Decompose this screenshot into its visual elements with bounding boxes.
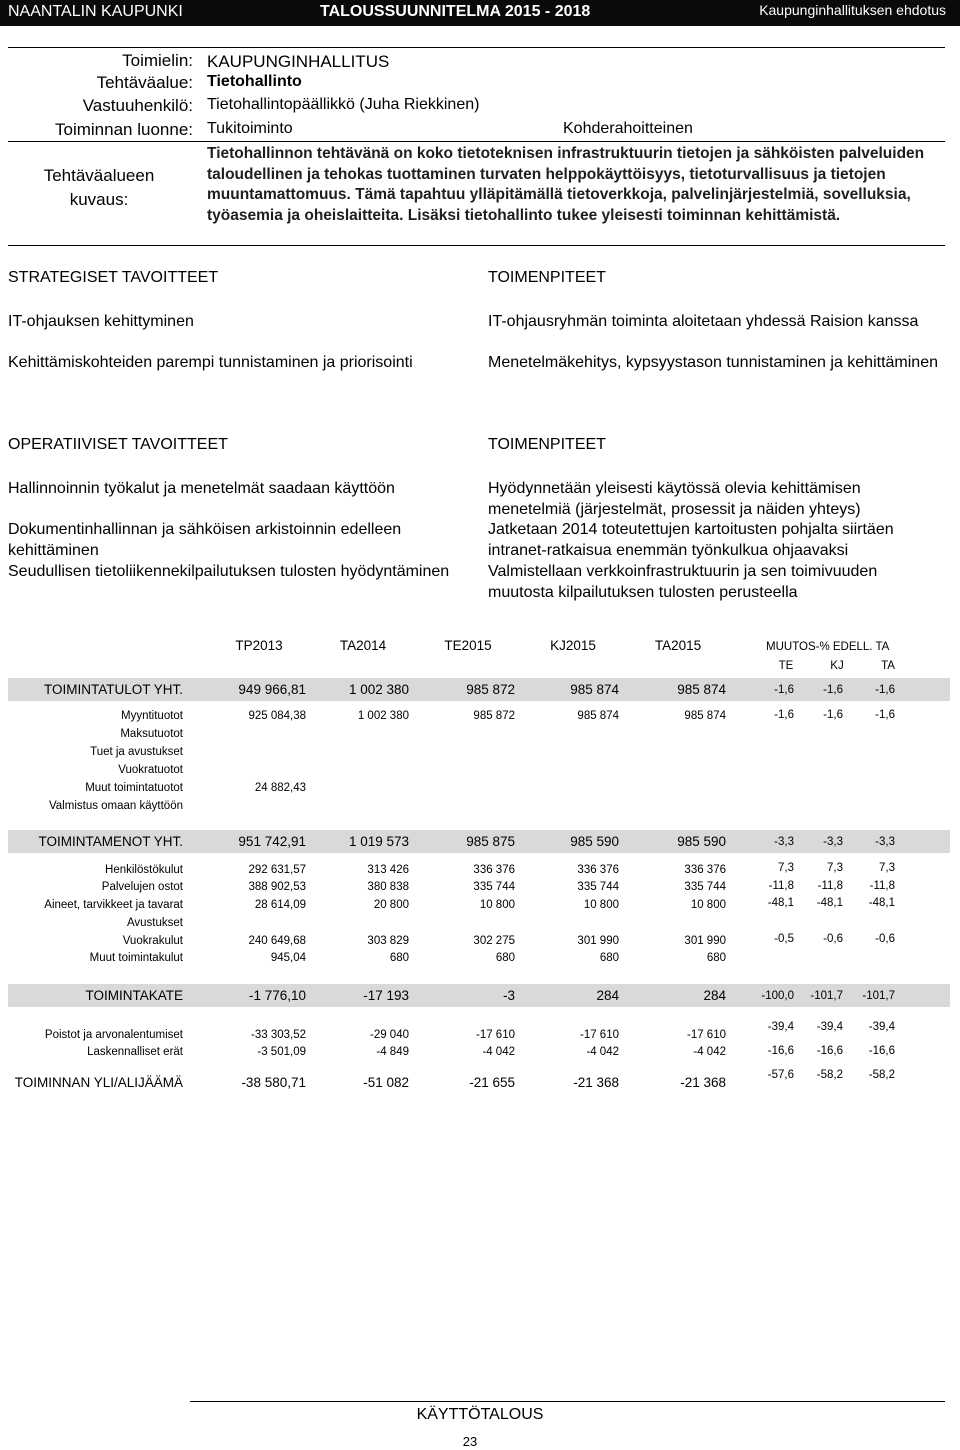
expense-row-value: 292 631,57	[248, 864, 306, 876]
income-row-change: -1,6	[823, 709, 843, 721]
toimintamenot-change: -3,3	[823, 836, 843, 848]
ylijaama-value: -21 655	[469, 1075, 515, 1090]
change-header: MUUTOS-% EDELL. TA	[766, 641, 890, 653]
income-row-change: -1,6	[875, 709, 895, 721]
toimintakate-change: -101,7	[862, 990, 895, 1002]
info-bottom-rule	[8, 245, 945, 246]
luonne-label: Toiminnan luonne:	[55, 120, 193, 139]
expense-row-value: 380 838	[367, 881, 409, 893]
change-column-header: TA	[881, 660, 895, 672]
operative-measure-2: Jatketaan 2014 toteutettujen kartoitusten pohjalta siirtäen intranet-ratkaisua enemmän työnkulkua ohjaavaksi	[488, 521, 894, 559]
toimintamenot-value: 985 875	[466, 834, 515, 849]
toimintakate-value: -1 776,10	[248, 988, 306, 1003]
expense-row-value: 20 800	[373, 899, 409, 911]
expense-row-value: 680	[599, 952, 619, 964]
ylijaama-value: -21 368	[680, 1075, 726, 1090]
vastuuhenkilo-value: Tietohallintopäällikkö (Juha Riekkinen)	[207, 96, 480, 113]
laskennalliset-change: -16,6	[868, 1045, 895, 1057]
expense-row-change: -0,6	[875, 933, 895, 945]
toimintamenot-value: 1 019 573	[348, 834, 409, 849]
page-header	[0, 0, 960, 26]
toimintatulot-change: -1,6	[774, 684, 794, 696]
income-row-label: Myyntituotot	[121, 710, 183, 722]
expense-row-change: -48,1	[816, 897, 843, 909]
operative-item-2: Dokumentinhallinnan ja sähköisen arkistoinnin edelleen kehittäminen	[8, 521, 402, 559]
expense-row-change: 7,3	[879, 862, 895, 874]
expense-row-value: 680	[495, 952, 515, 964]
expense-row-value: 945,04	[270, 952, 306, 964]
poistot-change: -39,4	[868, 1021, 895, 1033]
expense-row-change: -48,1	[868, 897, 895, 909]
poistot-label: Poistot ja arvonalentumiset	[44, 1029, 183, 1041]
strategic-measures-heading: TOIMENPITEET	[488, 269, 606, 286]
toimintakate-change: -100,0	[761, 990, 794, 1002]
toimintakate-change: -101,7	[810, 990, 843, 1002]
poistot-value: -33 303,52	[251, 1029, 306, 1041]
expense-row-value: 336 376	[684, 864, 726, 876]
change-column-header: TE	[778, 660, 794, 672]
expense-row-change: -11,8	[768, 880, 794, 892]
income-row-value: 985 874	[684, 710, 726, 722]
income-row-value: 925 084,38	[248, 710, 306, 722]
expense-row-value: 28 614,09	[254, 899, 306, 911]
laskennalliset-label: Laskennalliset erät	[87, 1046, 183, 1058]
kuvaus-label-line2: kuvaus:	[69, 190, 129, 209]
header-document-title: TALOUSSUUNNITELMA 2015 - 2018	[320, 3, 591, 20]
poistot-change: -39,4	[816, 1021, 843, 1033]
info-mid-rule	[8, 141, 945, 142]
income-row-label: Muut toimintatuotot	[85, 782, 183, 794]
toimintamenot-label: TOIMINTAMENOT YHT.	[38, 834, 183, 849]
header-municipality: NAANTALIN KAUPUNKI	[8, 3, 183, 20]
expense-row-change: -11,8	[869, 880, 895, 892]
expense-row-value: 336 376	[577, 864, 619, 876]
expense-row-change: -0,5	[774, 933, 794, 945]
ylijaama-change: -58,2	[868, 1069, 895, 1081]
toimielin-value: KAUPUNGINHALLITUS	[207, 52, 390, 71]
toimintakate-label: TOIMINTAKATE	[85, 988, 183, 1003]
ylijaama-value: -21 368	[573, 1075, 619, 1090]
expense-row-change: -11,8	[817, 880, 843, 892]
income-row-change: -1,6	[774, 709, 794, 721]
expense-row-label: Henkilöstökulut	[105, 864, 183, 876]
income-row-label: Valmistus omaan käyttöön	[48, 800, 183, 812]
column-header: TA2015	[654, 638, 702, 653]
ylijaama-change: -57,6	[767, 1069, 794, 1081]
strategic-measure-2: Menetelmäkehitys, kypsyystason tunnistaminen ja kehittäminen	[488, 354, 938, 371]
laskennalliset-change: -16,6	[767, 1045, 794, 1057]
laskennalliset-value: -3 501,09	[257, 1046, 306, 1058]
expense-row-value: 388 902,53	[248, 881, 306, 893]
vastuuhenkilo-label: Vastuuhenkilö:	[82, 96, 193, 115]
luonne-value: Tukitoiminto	[207, 120, 293, 137]
laskennalliset-value: -4 849	[376, 1046, 409, 1058]
toimintamenot-value: 985 590	[570, 834, 619, 849]
toimintatulot-value: 949 966,81	[238, 682, 306, 697]
expense-row-value: 336 376	[473, 864, 515, 876]
toimintamenot-value: 985 590	[677, 834, 726, 849]
column-header: TA2014	[339, 638, 387, 653]
toimintatulot-value: 985 874	[677, 682, 726, 697]
header-proposal-label: Kaupunginhallituksen ehdotus	[759, 2, 946, 18]
column-header: TP2013	[235, 638, 283, 653]
expense-row-value: 313 426	[367, 864, 409, 876]
toimielin-label: Toimielin:	[122, 51, 193, 70]
kuvaus-label-line1: Tehtäväalueen	[43, 166, 155, 185]
operative-measures-heading: TOIMENPITEET	[488, 436, 606, 453]
toimintamenot-change: -3,3	[774, 836, 794, 848]
toimintatulot-change: -1,6	[823, 684, 843, 696]
expense-row-value: 10 800	[479, 899, 515, 911]
toimintatulot-value: 985 874	[570, 682, 619, 697]
poistot-value: -17 610	[686, 1029, 726, 1041]
expense-row-change: 7,3	[827, 862, 843, 874]
expense-row-value: 335 744	[473, 881, 515, 893]
tehtavaalue-value: Tietohallinto	[207, 73, 302, 90]
expense-row-value: 680	[706, 952, 726, 964]
info-top-rule	[8, 47, 945, 48]
kuvaus-text: Tietohallinnon tehtävänä on koko tietoteknisen infrastruktuurin tietojen ja sähköisten palveluiden taloudellinen ja tehokas tuottaminen turvaten helppokäyttöisyys, tietoturvallisuus ja tietojen muuntamattomuus. Tämä tapahtuu ylläpitämällä tietoverkkoja, palvelinjärjestelmiä, sovelluksia, työasemia ja oheislaitteita. Lisäksi tietohallinto tukee yleisesti toiminnan kehittämistä.	[207, 145, 925, 224]
expense-row-value: 301 990	[577, 935, 619, 947]
toimintakate-value: -17 193	[363, 988, 409, 1003]
operative-item-1: Hallinnoinnin työkalut ja menetelmät saadaan käyttöön	[8, 480, 395, 497]
ylijaama-change: -58,2	[816, 1069, 843, 1081]
expense-row-value: 335 744	[684, 881, 726, 893]
laskennalliset-change: -16,6	[816, 1045, 843, 1057]
toimintamenot-change: -3,3	[875, 836, 895, 848]
toimintamenot-value: 951 742,91	[238, 834, 306, 849]
operative-heading: OPERATIIVISET TAVOITTEET	[8, 436, 228, 453]
laskennalliset-value: -4 042	[482, 1046, 515, 1058]
expense-row-value: 302 275	[473, 935, 515, 947]
expense-row-label: Vuokrakulut	[122, 935, 183, 947]
expense-row-value: 335 744	[577, 881, 619, 893]
laskennalliset-value: -4 042	[586, 1046, 619, 1058]
poistot-value: -17 610	[475, 1029, 515, 1041]
operative-item-3: Seudullisen tietoliikennekilpailutuksen tulosten hyödyntäminen	[8, 563, 450, 580]
toimintakate-value: 284	[703, 988, 726, 1003]
expense-row-change: -48,1	[767, 897, 794, 909]
expense-row-label: Muut toimintakulut	[89, 952, 183, 964]
ylijaama-label: TOIMINNAN YLI/ALIJÄÄMÄ	[14, 1075, 183, 1090]
income-row-value: 1 002 380	[357, 710, 409, 722]
expense-row-value: 301 990	[684, 935, 726, 947]
expense-row-change: 7,3	[778, 862, 794, 874]
tehtavaalue-label: Tehtäväalue:	[96, 73, 193, 92]
strategic-measure-1: IT-ohjausryhmän toiminta aloitetaan yhdessä Raision kanssa	[488, 313, 919, 330]
ylijaama-value: -38 580,71	[241, 1075, 306, 1090]
poistot-value: -17 610	[579, 1029, 619, 1041]
expense-row-value: 303 829	[367, 935, 409, 947]
income-row-label: Vuokratuotot	[118, 764, 183, 776]
expense-row-change: -0,6	[823, 933, 843, 945]
toimintakate-value: 284	[596, 988, 619, 1003]
page-number: 23	[462, 1434, 478, 1449]
income-row-label: Tuet ja avustukset	[90, 746, 183, 758]
toimintakate-value: -3	[502, 988, 515, 1003]
column-header: KJ2015	[550, 638, 596, 653]
operative-measure-3: Valmistellaan verkkoinfrastruktuurin ja sen toimivuuden muutosta kilpailutuksen tulosten perusteella	[488, 563, 878, 601]
strategic-item-2: Kehittämiskohteiden parempi tunnistaminen ja priorisointi	[8, 354, 413, 371]
change-column-header: KJ	[830, 660, 844, 672]
column-header: TE2015	[444, 638, 492, 653]
toimintatulot-label: TOIMINTATULOT YHT.	[43, 682, 183, 697]
expense-row-label: Avustukset	[126, 917, 183, 929]
poistot-value: -29 040	[369, 1029, 409, 1041]
ylijaama-value: -51 082	[363, 1075, 409, 1090]
toimintatulot-value: 985 872	[466, 682, 515, 697]
footer-title: KÄYTTÖTALOUS	[416, 1406, 544, 1423]
expense-row-value: 240 649,68	[248, 935, 306, 947]
expense-row-value: 10 800	[583, 899, 619, 911]
expense-row-label: Palvelujen ostot	[101, 881, 183, 893]
footer-rule	[190, 1401, 945, 1402]
income-row-value: 985 872	[473, 710, 515, 722]
luonne-value-secondary: Kohderahoitteinen	[563, 120, 693, 137]
expense-row-value: 10 800	[690, 899, 726, 911]
expense-row-label: Aineet, tarvikkeet ja tavarat	[44, 899, 183, 911]
strategic-heading: STRATEGISET TAVOITTEET	[8, 269, 219, 286]
strategic-item-1: IT-ohjauksen kehittyminen	[8, 313, 194, 330]
poistot-change: -39,4	[767, 1021, 794, 1033]
income-row-value: 985 874	[577, 710, 619, 722]
toimintatulot-value: 1 002 380	[348, 682, 409, 697]
expense-row-value: 680	[389, 952, 409, 964]
income-row-label: Maksutuotot	[120, 728, 183, 740]
toimintatulot-change: -1,6	[875, 684, 895, 696]
income-row-value: 24 882,43	[254, 782, 306, 794]
laskennalliset-value: -4 042	[693, 1046, 726, 1058]
kuvaus-label	[14, 165, 184, 211]
operative-measure-1: Hyödynnetään yleisesti käytössä olevia kehittämisen menetelmiä (järjestelmät, prosessit ja näiden yhteys)	[488, 480, 861, 518]
